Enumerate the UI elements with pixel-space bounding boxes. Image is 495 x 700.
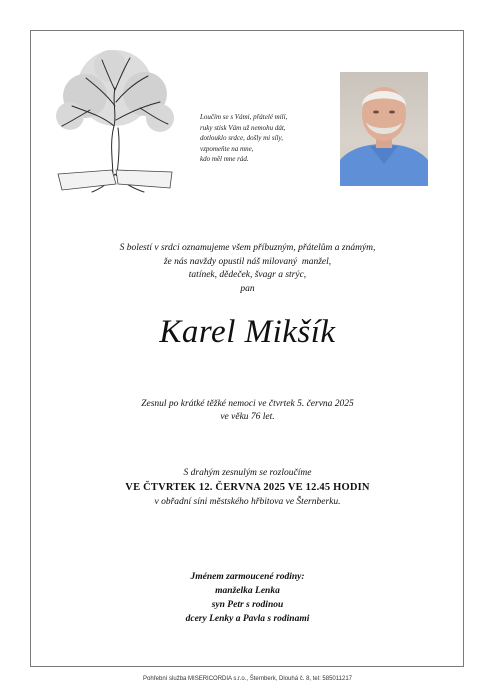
funeral-datetime: VE ČTVRTEK 12. ČERVNA 2025 VE 12.45 HODIN [125,482,370,493]
announcement-line: že nás navždy opustil náš milovaný manžel, [163,256,332,267]
family-member: syn Petr s rodinou [211,600,284,610]
funeral-service-footer: Pohřební služba MISERICORDIA s.r.o., Šternberk, Dlouhá č. 8, tel: 585011217 [143,676,352,682]
poem-line: vzpomeňte na mne, [200,144,254,153]
death-details [40,398,455,424]
tree-illustration [40,46,190,196]
announcement-line: S bolestí v srdci oznamujeme všem příbuzným, přátelům a známým, [119,243,376,253]
deceased-name: Karel Mikšík [159,314,336,350]
family-heading: Jménem zarmoucené rodiny: [190,572,305,582]
family-member: dcery Lenky a Pavla s rodinami [185,614,310,624]
funeral-intro: S drahým zesnulým se rozloučíme [183,468,312,478]
funeral-details [40,466,455,509]
poem-line: dotlouklo srdce, došly mi síly, [200,134,283,142]
poem-line: ruky stisk Vám už nemohu dát, [200,123,286,132]
announcement-line: tatínek, dědeček, švagr a strýc, [188,270,307,280]
announcement-line: pan [240,283,255,294]
family-signature [40,570,455,626]
funeral-place: v obřadní síni městského hřbitova ve Šternberku. [154,497,341,507]
portrait-photo [340,72,428,186]
death-announcement [40,242,455,296]
poem-line: Loučím se s Vámi, přátelé milí, [200,113,288,121]
family-member: manželka Lenka [215,586,280,596]
farewell-poem [200,112,350,165]
poem-line: kdo měl mne rád. [200,155,249,163]
death-date-line: Zesnul po krátké těžké nemoci ve čtvrtek 5. června 2025 [141,399,354,409]
age-line: ve věku 76 let. [220,412,275,422]
